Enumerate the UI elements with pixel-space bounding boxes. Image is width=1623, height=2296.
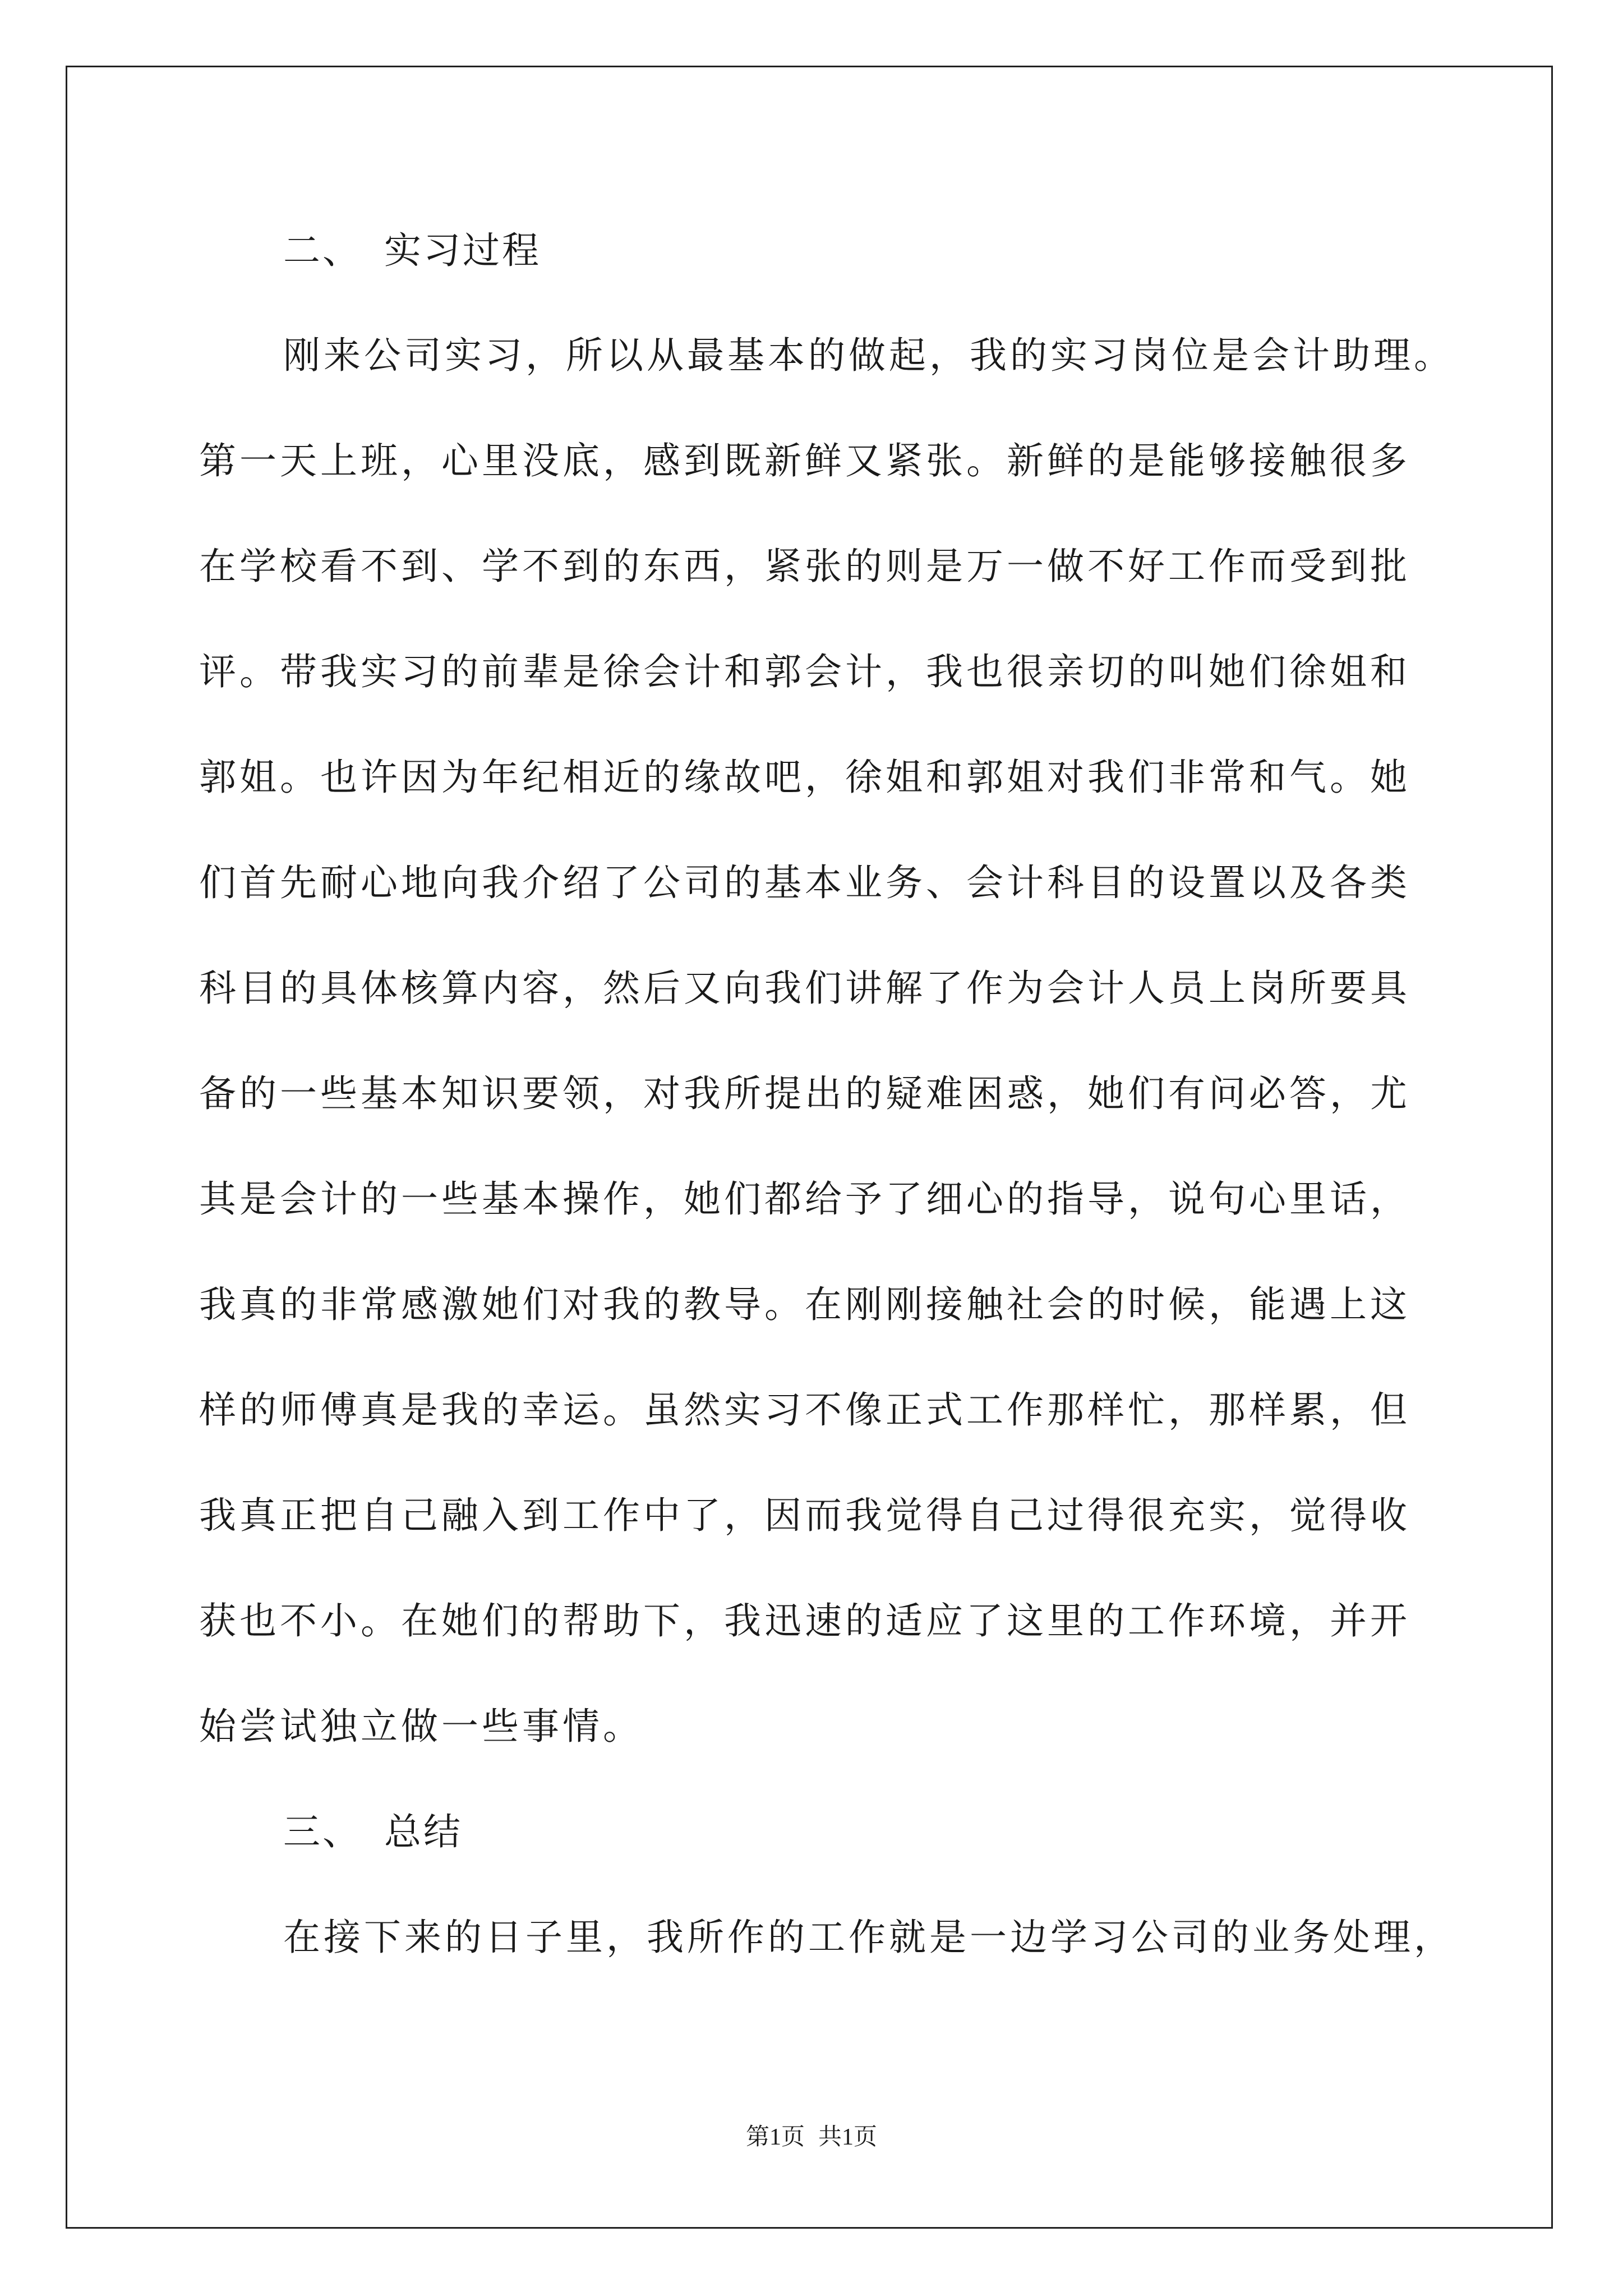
page-number: 第1页 bbox=[745, 2124, 805, 2150]
page-footer bbox=[0, 2122, 1623, 2153]
paragraph-line: 我真的非常感激她们对我的教导。在刚刚接触社会的时候，能遇上这 bbox=[199, 1283, 1410, 1326]
paragraph-line: 我真正把自己融入到工作中了，因而我觉得自己过得很充实，觉得收 bbox=[199, 1494, 1410, 1537]
paragraph-line: 们首先耐心地向我介绍了公司的基本业务、会计科目的设置以及各类 bbox=[199, 861, 1410, 904]
paragraph-line: 备的一些基本知识要领，对我所提出的疑难困惑，她们有问必答，尤 bbox=[199, 1072, 1410, 1115]
section-number: 三、 bbox=[283, 1810, 362, 1853]
paragraph-line: 科目的具体核算内容，然后又向我们讲解了作为会计人员上岗所要具 bbox=[199, 967, 1410, 1010]
paragraph-line: 在接下来的日子里，我所作的工作就是一边学习公司的业务处理， bbox=[283, 1916, 1454, 1959]
paragraph-line: 刚来公司实习，所以从最基本的做起，我的实习岗位是会计助理。 bbox=[283, 334, 1454, 377]
paragraph-line: 获也不小。在她们的帮助下，我迅速的适应了这里的工作环境，并开 bbox=[199, 1599, 1410, 1642]
paragraph-line: 第一天上班，心里没底，感到既新鲜又紧张。新鲜的是能够接触很多 bbox=[199, 439, 1410, 482]
section-heading-3 bbox=[283, 1806, 463, 1858]
section-number: 二、 bbox=[283, 229, 362, 272]
paragraph-line: 始尝试独立做一些事情。 bbox=[199, 1705, 643, 1748]
paragraph-line: 评。带我实习的前辈是徐会计和郭会计，我也很亲切的叫她们徐姐和 bbox=[199, 650, 1410, 693]
paragraph-line: 郭姐。也许因为年纪相近的缘故吧，徐姐和郭姐对我们非常和气。她 bbox=[199, 756, 1410, 799]
page-border bbox=[66, 66, 1553, 2229]
page-total: 共1页 bbox=[818, 2124, 878, 2150]
paragraph-line: 样的师傅真是我的幸运。虽然实习不像正式工作那样忙，那样累，但 bbox=[199, 1388, 1410, 1432]
section-heading-2 bbox=[283, 224, 541, 277]
section-title: 总结 bbox=[384, 1810, 463, 1853]
paragraph-line: 其是会计的一些基本操作，她们都给予了细心的指导，说句心里话， bbox=[199, 1177, 1410, 1221]
paragraph-line: 在学校看不到、学不到的东西，紧张的则是万一做不好工作而受到批 bbox=[199, 545, 1410, 588]
section-title: 实习过程 bbox=[384, 229, 541, 272]
